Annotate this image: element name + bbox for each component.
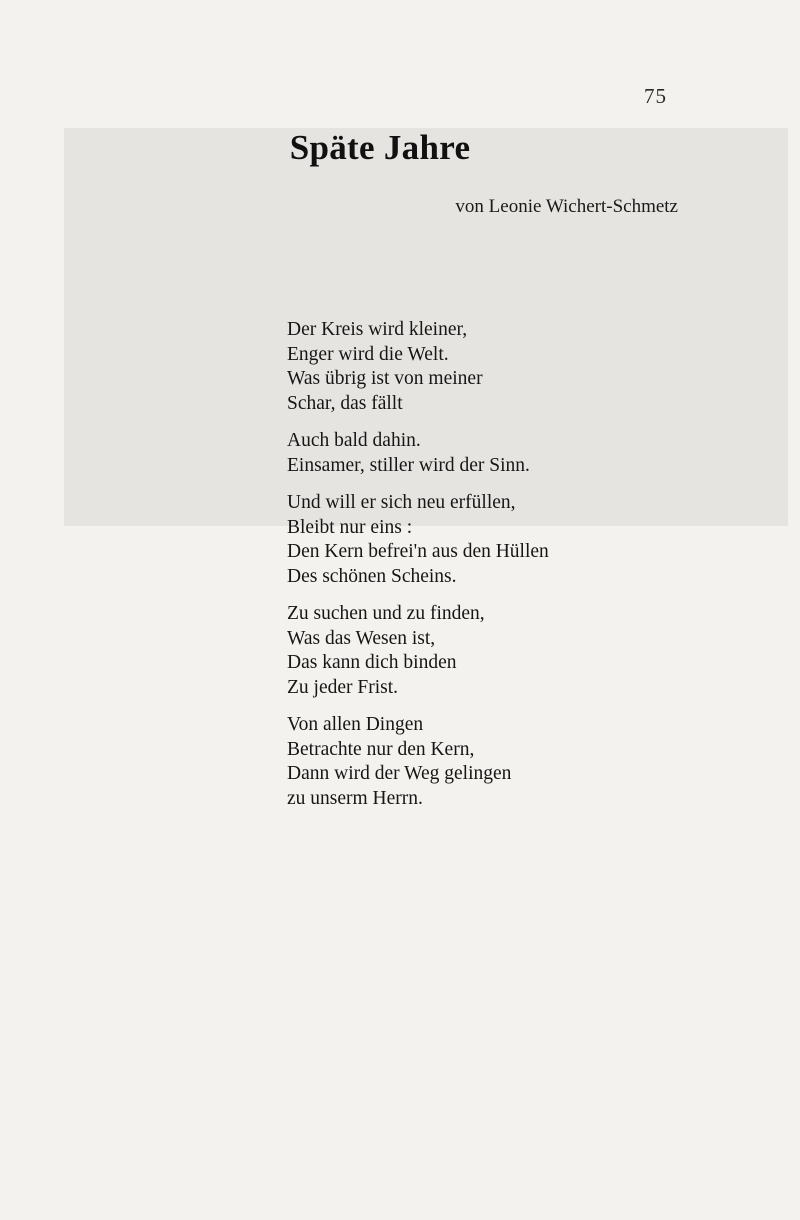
poem-line: Von allen Dingen (287, 714, 424, 735)
poem-line: Und will er sich neu erfüllen, (287, 492, 516, 513)
poem-line: Den Kern befrei'n aus den Hüllen (287, 541, 549, 562)
poem-line: Das kann dich binden (287, 652, 457, 673)
stanza-5 (287, 713, 549, 811)
poem-line: Bleibt nur eins : (287, 516, 413, 538)
poem-line: Der Kreis wird kleiner, (287, 319, 468, 340)
stanza-3 (287, 491, 549, 589)
poem-line: Auch bald dahin. (287, 430, 421, 451)
stanza-1 (287, 318, 549, 416)
poem-line: Dann wird der Weg gelingen (287, 763, 512, 784)
poem-line: Zu jeder Frist. (287, 676, 399, 698)
author-byline: von Leonie Wichert-Schmetz (455, 196, 678, 217)
poem-line: Des schönen Scheins. (287, 565, 457, 587)
page-number: 75 (644, 84, 667, 108)
stanza-4 (287, 602, 549, 700)
poem-line: Was das Wesen ist, (287, 627, 436, 649)
poem-line: zu unserm Herrn. (287, 787, 423, 809)
page-title: Späte Jahre (289, 128, 471, 167)
poem-line: Schar, das fällt (287, 392, 403, 414)
poem-line: Betrachte nur den Kern, (287, 738, 475, 760)
poem-line: Einsamer, stiller wird der Sinn. (287, 454, 530, 476)
poem-line: Enger wird die Welt. (287, 343, 449, 365)
poem-line: Zu suchen und zu finden, (287, 603, 485, 624)
poem (287, 318, 549, 824)
poem-line: Was übrig ist von meiner (287, 368, 483, 389)
stanza-2 (287, 429, 549, 478)
